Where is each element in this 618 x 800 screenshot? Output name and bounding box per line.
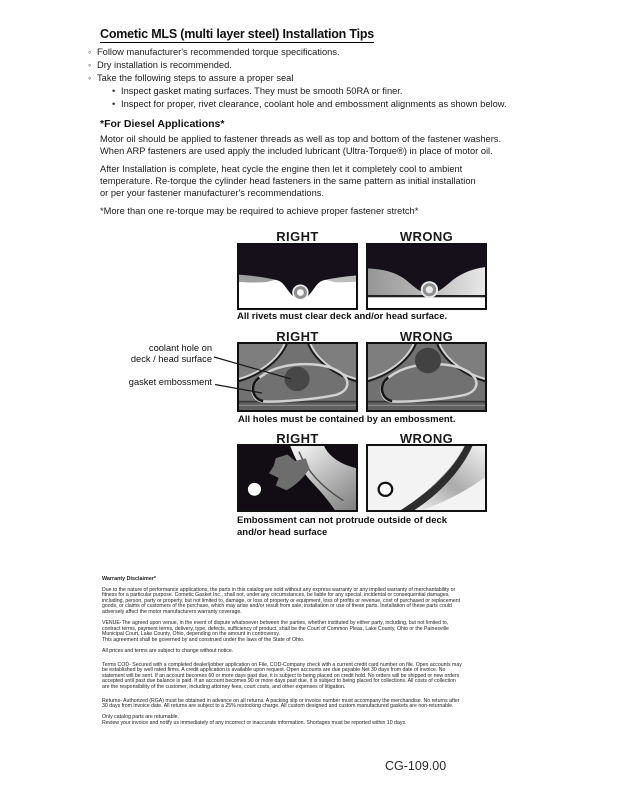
embossment-containment-wrong-diagram [366,342,487,412]
dot-bullet-icon: • [112,85,116,96]
warranty-paragraph: Due to the nature of performance applications, the parts in this catalog are sold without any express warranty or any implied warranty of merchantability or fitness for a particular purpose. Cometic Gasket Inc., shall not, under any circumstances, be liable for any special, incidental or consequential damages, including, person, party or property, but not limited to, damage, or loss of property or equipment, loss of profits or revenue, cost of purchased or replacement goods, or claims of customers of the purchase, which may arise and/or result from sale, installation or use of these parts. Installation of these parts could adversely affect the motor manufacturers warranty coverage. [102,586,461,615]
dot-bullet-icon: • [112,98,116,109]
terms-paragraph: Terms COD- Secured with a completed dealer/jobber application on File, COD-Company check with a current credit card number on file. Open accounts may be established by well rated firms. A credit application is available upon request. Open accounts are due payable Net 30 days from date of invoice. No statement will be sent. If an account becomes 60 or more days past due, it is subject to being placed on credit hold. No orders will be shipped or new orders accepted until past due balance is paid. If an account becomes 90 or more days past due, it is subject to being placed for collections. All costs of collection are the responsibility of the customer, including attorney fees, court costs, and other expenses of litigation. [102,661,462,690]
gasket-embossment-label: gasket embossment [128,377,212,387]
list-item [88,59,507,72]
embossment-containment-right-diagram [237,342,358,412]
tip-text: Dry installation is recommended. [97,59,232,70]
prices-line: All prices and terms are subject to change without notice. [102,647,234,654]
sub-list-item [112,98,507,111]
page-number: CG-109.00 [385,759,447,773]
installation-tips-list [88,46,507,111]
diesel-paragraph-1: Motor oil should be applied to fastener threads as well as top and bottom of the fastener washers. When ARP fasteners are used apply the included lubricant (Ultra-Torque®) in place of motor oil. [100,134,502,157]
embossment-protrusion-right-diagram [237,444,358,512]
tip-text: Take the following steps to assure a proper seal [97,72,294,83]
bullet-icon: ◦ [88,59,92,70]
row3-wrong-label: WRONG [399,431,454,446]
list-item [88,72,507,85]
embossment-protrusion-wrong-diagram [366,444,487,512]
row1-caption: All rivets must clear deck and/or head surface. [237,311,448,322]
rivet-clearance-wrong-diagram [366,243,487,310]
row3-caption: Embossment can not protrude outside of deck and/or head surface [237,515,448,538]
list-item [88,46,507,59]
sub-list-item [112,85,507,98]
row2-caption: All holes must be contained by an embossment. [238,414,456,425]
fine-print-block [102,577,522,732]
row2-wrong-label: WRONG [399,329,454,344]
coolant-hole-label: coolant hole on deck / head surface [130,343,212,364]
row3-right-label: RIGHT [276,431,319,446]
tip-text: Inspect gasket mating surfaces. They must be smooth 50RA or finer. [121,85,403,96]
row1-wrong-label: WRONG [399,229,454,244]
diesel-heading: *For Diesel Applications* [100,118,225,130]
warranty-disclaimer-heading: Warranty Disclaimer* [102,576,157,582]
venue-paragraph: VENUE-The agreed upon venue, in the event of dispute whatsoever between the parties, whether instituted by either party, including, but not limited to, contract terms, payment terms, delivery, type, defects, sufficiency of product, shall be the Court of Common Pleas, Lake County, Ohio or the Painesville Municipal Court, Lake County, Ohio, depending on the amount in controversy. This agreement shall be governed by and construed under the laws of the State of Ohio. [102,620,449,643]
row1-right-label: RIGHT [276,229,319,244]
rivet-clearance-right-diagram [237,243,358,310]
page-title: Cometic MLS (multi layer steel) Installation Tips [100,27,375,41]
tip-text: Inspect for proper, rivet clearance, coolant hole and embossment alignments as shown below. [121,98,507,109]
row2-right-label: RIGHT [276,329,319,344]
diesel-paragraph-2: After Installation is complete, heat cycle the engine then let it completely cool to ambient temperature. Re-torque the cylinder head fasteners in the same pattern as initial installation or per your fastener manufacturer's recommendations. [100,164,476,199]
retorque-note: *More than one re-torque may be required to achieve proper fastener stretch* [100,206,419,216]
bullet-icon: ◦ [88,47,92,57]
tip-text: Follow manufacturer's recommended torque specifications. [97,47,340,57]
catalog-returnable-paragraph: Only catalog parts are returnable. Review your invoice and notify us immediately of any incorrect or inaccurate information. Shortages must be reported within 10 days. [102,714,407,726]
returns-paragraph: Returns- Authorized (RGA) must be obtained in advance on all returns. A packing slip or invoice number must accompany the merchandise. No returns after 30 days from invoice date. All returns are subject to a 25% restocking charge. All custom designed and custom manufactured gaskets are non-returnable. [102,697,460,710]
bullet-icon: ◦ [88,72,92,83]
